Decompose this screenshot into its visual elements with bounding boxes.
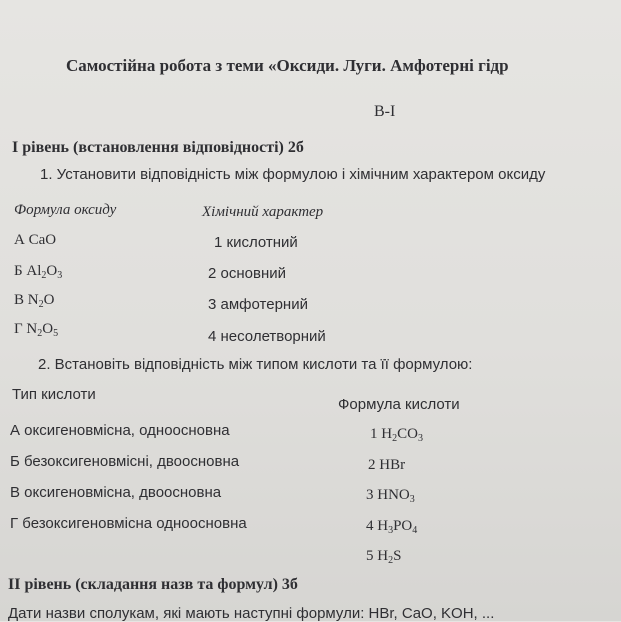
acid-formula-5 (366, 549, 401, 564)
oxide-row-c (14, 293, 54, 308)
character-row-4 (208, 329, 326, 344)
character-label: основний (220, 265, 286, 282)
page-title: Самостійна робота з теми «Оксиди. Луги. Амфотерні гідр (66, 56, 509, 75)
row-letter: Г (14, 321, 23, 337)
character-label: несолетворний (220, 328, 326, 345)
formula-part: N (27, 292, 39, 308)
row-number: 1 (370, 426, 378, 442)
formula-part: HNO (377, 487, 410, 503)
row-number: 2 (208, 265, 217, 282)
task1-col-left-header: Формула оксиду (14, 202, 117, 218)
acid-formula-3 (366, 488, 415, 503)
formula-subscript: 4 (412, 525, 418, 536)
acid-type-d: Г безоксигеновмісна одноосновна (10, 515, 247, 532)
character-label: амфотерний (220, 296, 308, 313)
formula-part: CO (397, 426, 418, 442)
row-number: 3 (208, 296, 217, 313)
formula-subscript: 2 (392, 433, 398, 444)
character-label: кислотний (226, 234, 298, 251)
formula-part: O (46, 263, 58, 279)
character-row-3 (208, 297, 308, 312)
task2-text: 2. Встановіть відповідність між типом кислоти та її формулою: (38, 356, 473, 373)
acid-type-c: В оксигеновмісна, двоосновна (10, 484, 222, 501)
formula-subscript: 3 (409, 494, 415, 505)
row-number: 3 (366, 487, 374, 503)
level2-heading: ІІ рівень (складання назв та формул) 3б (8, 576, 298, 593)
acid-type-b: Б безоксигеновмісні, двоосновна (10, 453, 240, 470)
formula-part: S (393, 548, 402, 564)
oxide-row-d (14, 322, 58, 337)
row-number: 5 (366, 548, 374, 564)
row-number: 4 (366, 518, 374, 534)
formula-part: O (42, 321, 54, 337)
row-letter: Б (14, 263, 23, 279)
acid-formula-4 (366, 519, 417, 534)
row-letter: В (14, 292, 25, 308)
task2-col-right-header: Формула кислоти (338, 396, 460, 413)
row-letter: А (14, 232, 25, 248)
formula-part: HBr (379, 457, 406, 473)
character-row-1 (214, 235, 298, 250)
level1-heading: І рівень (встановлення відповідності) 2б (12, 139, 304, 156)
formula-part: H (381, 426, 393, 442)
row-number: 4 (208, 328, 217, 345)
formula-part: CaO (28, 232, 57, 248)
variant-label: В-І (374, 103, 396, 120)
formula-subscript: 5 (53, 328, 59, 339)
formula-subscript: 2 (37, 328, 43, 339)
formula-part: H (377, 548, 389, 564)
acid-type-a: А оксигеновмісна, одноосновна (10, 422, 230, 439)
character-row-2 (208, 266, 286, 281)
formula-part: N (26, 321, 38, 337)
formula-subscript: 2 (38, 299, 44, 310)
oxide-row-b (14, 264, 62, 279)
level2-text: Дати назви сполукам, які мають наступні формули: HBr, CaO, KOH, ... (8, 605, 495, 622)
row-number: 2 (368, 457, 376, 473)
formula-subscript: 2 (41, 270, 47, 281)
formula-part: O (43, 292, 55, 308)
acid-formula-2 (368, 458, 405, 473)
task1-text: 1. Установити відповідність між формулою і хімічним характером оксиду (40, 166, 546, 183)
formula-subscript: 3 (417, 433, 423, 444)
row-number: 1 (214, 234, 223, 251)
formula-subscript: 2 (388, 555, 394, 566)
formula-part: H (377, 518, 389, 534)
acid-formula-1 (370, 427, 423, 442)
formula-subscript: 3 (57, 270, 63, 281)
task2-col-left-header: Тип кислоти (12, 386, 96, 403)
formula-subscript: 3 (388, 525, 394, 536)
oxide-row-a (14, 233, 56, 248)
task1-col-right-header: Хімічний характер (202, 204, 324, 220)
formula-part: PO (393, 518, 413, 534)
formula-part: Al (26, 263, 42, 279)
